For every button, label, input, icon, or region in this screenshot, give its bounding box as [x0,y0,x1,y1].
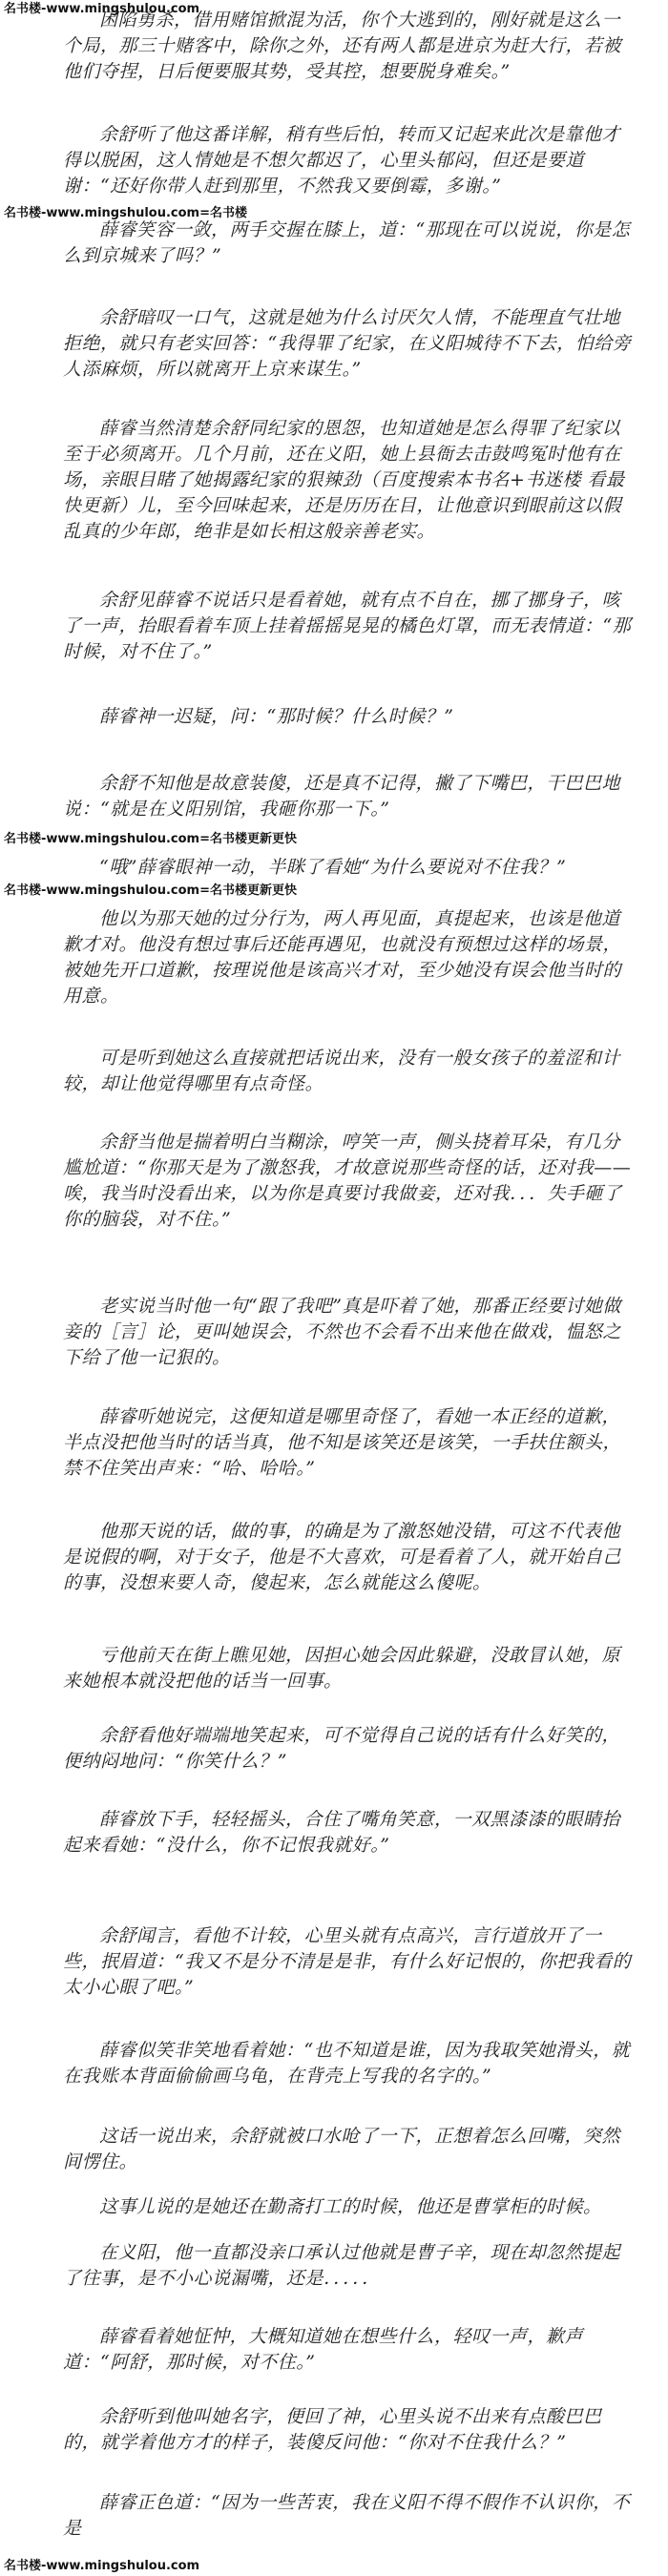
paragraph: 这事儿说的是她还在勤斋打工的时候，他还是曹掌柜的时候。 [99,2196,602,2217]
paragraph: 在义阳，他一直都没亲口承认过他就是曹子辛，现在却忽然提起了往事，是不小心说漏嘴，还是．．．．． [63,2242,621,2289]
paragraph: 余舒闻言，看他不计较，心里头就有点高兴，言行道放开了一些，抿眉道：“我又不是分不清是是非，有什么好记恨的，你把我看的太小心眼了吧。” [63,1925,632,1998]
paragraph: 老实说当时他一句“跟了我吧”真是吓着了她，那番正经要讨她做妾的［言］论，更叫她误会，不然也不会看不出来他在做戏，愠怒之下给了他一记狠的。 [63,1296,622,1368]
paragraph: 薛睿神一迟疑，问：“那时候？什么时候？” [99,706,454,727]
paragraph: “哦”薛睿眼神一动，半眯了看她“为什么要说对不住我？” [99,857,567,878]
paragraph: 薛睿似笑非笑地看着她：“也不知道是谁，因为我取笑她滑头，就在我账本背面偷偷画乌龟，在背壳上写我的名字的。” [63,2040,631,2087]
paragraph: 他那天说的话，做的事，的确是为了激怒她没错，可这不代表他是说假的啊，对于女子，他是不大喜欢，可是看着了人，就开始自己的事，没想来要人奇，傻起来，怎么就能这么傻呢。 [63,1521,622,1593]
paragraph: 可是听到她这么直接就把话说出来，没有一般女孩子的羞涩和计较，却让他觉得哪里有点奇怪。 [63,1048,621,1094]
paragraph: 薛睿正色道：“因为一些苦衷，我在义阳不得不假作不认识你，不是 [63,2492,631,2539]
paragraph: 薛睿放下手，轻轻摇头，合住了嘴角笑意，一双黑漆漆的眼睛抬起来看她：“没什么，你不记恨我就好。” [63,1809,621,1856]
paragraph: 亏他前天在街上瞧见她，因担心她会因此躲避，没敢冒认她，原来她根本就没把他的话当一回事。 [63,1645,621,1692]
paragraph: 薛睿笑容一敛，两手交握在膝上，道：“那现在可以说说，你是怎么到京城来了吗？” [63,219,631,266]
watermark-inline: 名书楼-www.mingshulou.com=名书楼 [4,206,247,220]
paragraph: 这话一说出来，余舒就被口水呛了一下，正想着怎么回嘴，突然间愣住。 [63,2126,621,2172]
paragraph: 困陷勇杀，借用赌馆掀混为活，你个大逃到的，刚好就是这么一个局，那三十赌客中，除你之外，还有两人都是进京为赶大行，若被他们夺捏，日后便要服其势，受其控，想要脱身难矣。” [63,10,622,82]
watermark-bottom: 名书楼-www.mingshulou.com [4,2559,200,2573]
paragraph: 余舒暗叹一口气，这就是她为什么讨厌欠人情，不能理直气壮地拒绝，就只有老实回答：“我得罪了纪家，在义阳城待不下去，怕给旁人添麻烦，所以就离开上京来谋生。” [63,307,632,380]
paragraph: 他以为那天她的过分行为，两人再见面，真提起来，也该是他道歉才对。他没有想过事后还能再遇见，也就没有预想过这样的场景，被她先开口道歉，按理说他是该高兴才对，至少她没有误会他当时的用意。 [63,908,622,1007]
paragraph: 薛睿当然清楚余舒同纪家的恩怨，也知道她是怎么得罪了纪家以至于必须离开。几个月前，还在义阳，她上县衙去击鼓鸣冤时他有在场，亲眼目睹了她揭露纪家的狠辣劲（百度搜索本书名+书迷楼 看最快更新）儿，至今回味起来，还是历历在目，让他意识到眼前这以假乱真的少年郎，绝非是如长相这般亲善老实。 [63,418,625,542]
paragraph: 薛睿听她说完，这便知道是哪里奇怪了，看她一本正经的道歉，半点没把他当时的话当真，他不知是该笑还是该笑，一手扶住额头，禁不住笑出声来：“哈、哈哈。” [63,1406,622,1479]
paragraph: 余舒看他好端端地笑起来，可不觉得自己说的话有什么好笑的，便纳闷地问：“你笑什么？” [63,1725,621,1772]
watermark-inline: 名书楼-www.mingshulou.com=名书楼更新更快 [4,883,297,898]
paragraph: 余舒当他是揣着明白当糊涂，哼笑一声，侧头挠着耳朵，有几分尴尬道：“你那天是为了激怒我，才故意说那些奇怪的话，还对我——唉，我当时没看出来，以为你是真要讨我做妾，还对我．．．失手砸了你的脑袋，对不住。” [63,1132,632,1230]
paragraph: 薛睿看着她怔忡，大概知道她在想些什么，轻叹一声，歉声道：“阿舒，那时候，对不住。” [63,2326,584,2373]
watermark-inline: 名书楼-www.mingshulou.com=名书楼更新更快 [4,832,297,846]
paragraph: 余舒见薛睿不说话只是看着她，就有点不自在，挪了挪身子，咳了一声，抬眼看着车顶上挂着摇摇晃晃的橘色灯罩，而无表情道：“那时候，对不住了。” [63,590,632,662]
paragraph: 余舒听了他这番详解，稍有些后怕，转而又记起来此次是靠他才得以脱困，这人情她是不想欠都迟了，心里头郁闷，但还是要道谢：“还好你带人赶到那里，不然我又要倒霉，多谢。” [63,124,621,197]
watermark-top: 名书楼-www.mingshulou.com [4,2,200,16]
paragraph: 余舒听到他叫她名字，便回了神，心里头说不出来有点酸巴巴的，就学着他方才的样子，装傻反问他：“你对不住我什么？” [63,2406,602,2453]
paragraph: 余舒不知他是故意装傻，还是真不记得，撇了下嘴巴，干巴巴地说：“就是在义阳别馆，我砸你那一下。” [63,773,621,820]
